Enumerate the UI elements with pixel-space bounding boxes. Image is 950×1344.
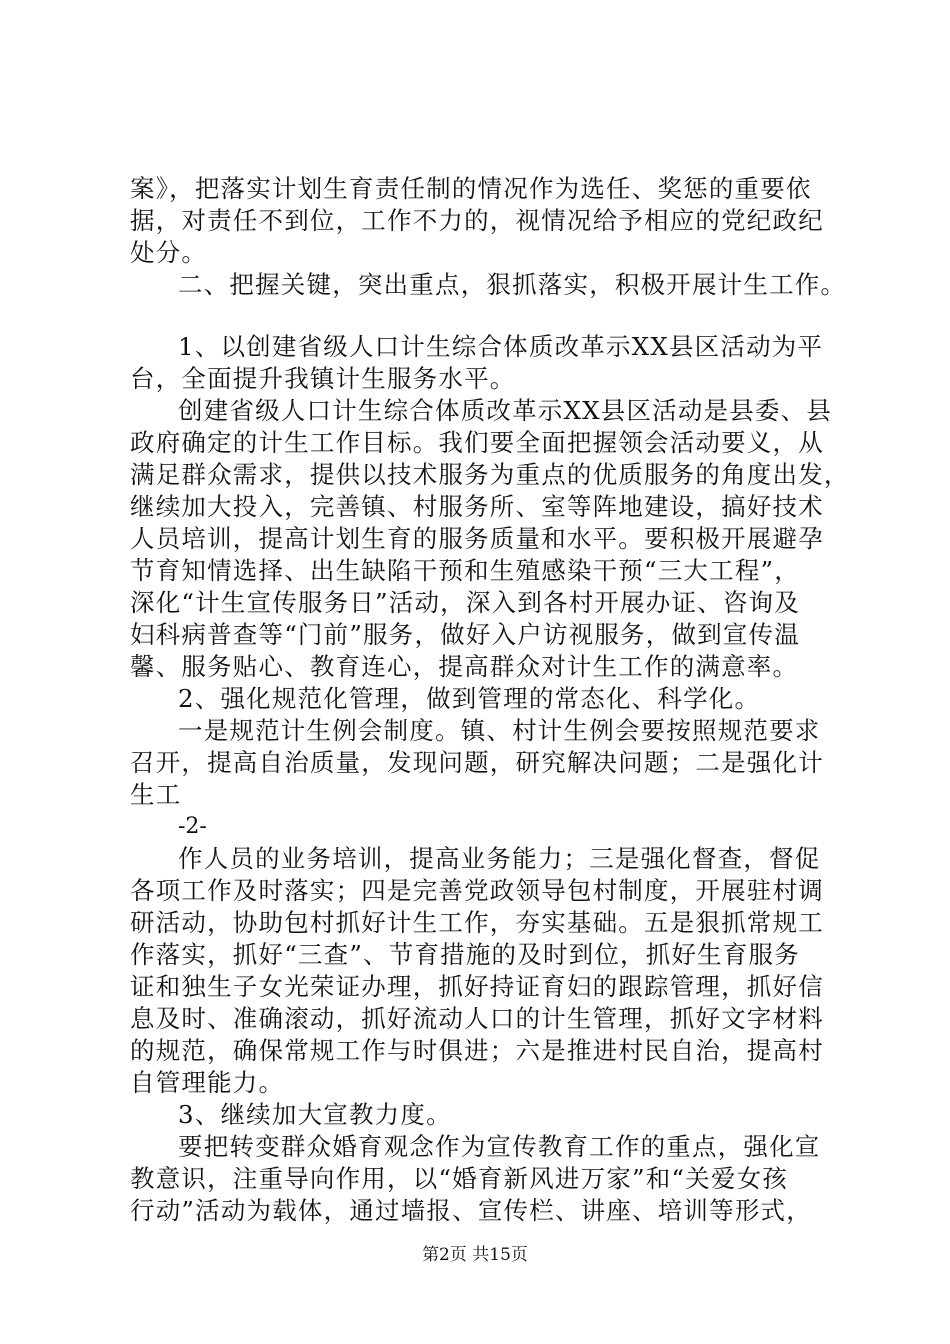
text-line: 深化“计生宣传服务日”活动，深入到各村开展办证、咨询及	[130, 588, 800, 617]
page-number-marker: -2-	[178, 814, 207, 839]
text-line: 创建省级人口计生综合体质改革示XX县区活动是县委、县	[178, 396, 833, 425]
subsection-heading: 1、以创建省级人口计生综合体质改革示XX县区活动为平	[178, 332, 824, 361]
text-line: 自管理能力。	[130, 1068, 285, 1097]
text-line: 的规范，确保常规工作与时俱进；六是推进村民自治，提高村	[130, 1036, 824, 1065]
text-line: 据，对责任不到位，工作不力的，视情况给予相应的党纪政纪	[130, 206, 824, 235]
text-line: 各项工作及时落实；四是完善党政领导包村制度，开展驻村调	[130, 876, 824, 905]
text-line: 人员培训，提高计划生育的服务质量和水平。要积极开展避孕	[130, 524, 824, 553]
text-line: 一是规范计生例会制度。镇、村计生例会要按照规范要求	[178, 716, 821, 745]
text-line: 节育知情选择、出生缺陷干预和生殖感染干预“三大工程”，	[130, 556, 800, 585]
text-line: 案》，把落实计划生育责任制的情况作为选任、奖惩的重要依	[130, 174, 812, 203]
subsection-heading: 3、继续加大宣教力度。	[178, 1100, 452, 1129]
text-line: 处分。	[130, 238, 208, 267]
text-line: 息及时、准确滚动，抓好流动人口的计生管理，抓好文字材料	[130, 1004, 824, 1033]
text-line: 满足群众需求，提供以技术服务为重点的优质服务的角度出发，	[130, 460, 850, 489]
text-line: 研活动，协助包村抓好计生工作，夯实基础。五是狠抓常规工	[130, 908, 824, 937]
text-line: 要把转变群众婚育观念作为宣传教育工作的重点，强化宣	[178, 1132, 821, 1161]
text-line: 政府确定的计生工作目标。我们要全面把握领会活动要义，从	[130, 428, 824, 457]
text-line: 妇科病普查等“门前”服务，做好入户访视服务，做到宣传温	[130, 620, 800, 649]
section-heading: 二、把握关键，突出重点，狠抓落实，积极开展计生工作。	[178, 270, 847, 299]
text-line: 台，全面提升我镇计生服务水平。	[130, 364, 516, 393]
text-line: 馨、服务贴心、教育连心，提高群众对计生工作的满意率。	[130, 652, 799, 681]
text-line: 生工	[130, 780, 182, 809]
text-line: 证和独生子女光荣证办理，抓好持证育妇的跟踪管理，抓好信	[130, 972, 824, 1001]
text-line: 行动”活动为载体，通过墙报、宣传栏、讲座、培训等形式，	[130, 1196, 812, 1225]
text-line: 作人员的业务培训，提高业务能力；三是强化督查，督促	[178, 844, 821, 873]
text-line: 作落实，抓好“三查”、节育措施的及时到位，抓好生育服务	[130, 940, 800, 969]
text-line: 召开，提高自治质量，发现问题，研究解决问题；二是强化计	[130, 748, 824, 777]
text-line: 教意识，注重导向作用，以“婚育新风进万家”和“关爱女孩	[130, 1164, 788, 1193]
subsection-heading: 2、强化规范化管理，做到管理的常态化、科学化。	[178, 684, 761, 713]
text-line: 继续加大投入，完善镇、村服务所、室等阵地建设，搞好技术	[130, 492, 824, 521]
page-footer: 第2页 共15页	[422, 1245, 528, 1265]
